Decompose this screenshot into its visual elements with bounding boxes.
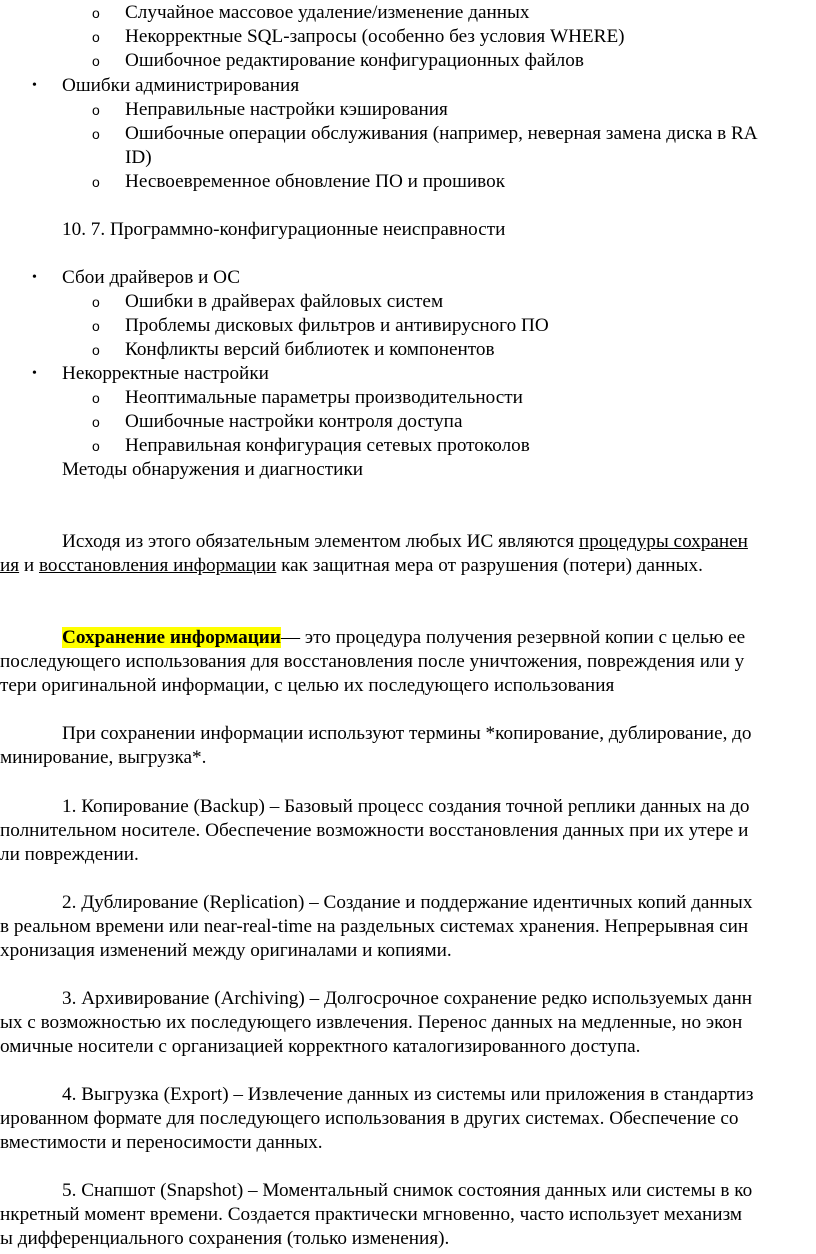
bullet-marker: • [32, 78, 37, 93]
item-5-line-1: 5. Снапшот (Snapshot) – Моментальный снимок состояния данных или системы в ко [62, 1180, 753, 1201]
highlighted-term: Сохранение информации [62, 627, 281, 648]
item-4-line-2: ированном формате для последующего использования в других системах. Обеспечение со [0, 1108, 739, 1129]
definition-line-1: Сохранение информации— это процедура получения резервной копии с целью ее [62, 627, 746, 648]
item-1-line-3: ли повреждении. [0, 844, 139, 865]
item-2-line-3: хронизация изменений между оригиналами и копиями. [0, 940, 452, 961]
sub-marker: o [92, 174, 100, 190]
list-item: Несвоевременное обновление ПО и прошивок [125, 171, 506, 192]
item-2-line-1: 2. Дублирование (Replication) – Создание и поддержание идентичных копий данных [62, 892, 753, 913]
list-item-continuation: ID) [125, 147, 152, 168]
methods-line: Методы обнаружения и диагностики [62, 459, 364, 480]
item-1-line-1: 1. Копирование (Backup) – Базовый процесс создания точной реплики данных на до [62, 796, 750, 817]
terms-line-1: При сохранении информации используют термины *копирование, дублирование, до [62, 723, 752, 744]
item-3-line-2: ых с возможностью их последующего извлечения. Перенос данных на медленные, но экон [0, 1012, 743, 1033]
section-heading: 10. 7. Программно-конфигурационные неисправности [62, 219, 506, 240]
sub-marker: o [92, 102, 100, 118]
intro-line-1: Исходя из этого обязательным элементом любых ИС являются процедуры сохранен [62, 531, 748, 552]
list-item-admin: Ошибки администрирования [62, 75, 300, 96]
sub-marker: o [92, 294, 100, 310]
bullet-marker: • [32, 270, 37, 285]
list-item: Некорректные SQL-запросы (особенно без условия WHERE) [125, 26, 625, 47]
item-1-line-2: полнительном носителе. Обеспечение возможности восстановления данных при их утере и [0, 820, 749, 841]
link-procedures[interactable]: процедуры сохранен [578, 531, 748, 552]
sub-marker: o [92, 53, 100, 69]
list-item: Ошибочные настройки контроля доступа [125, 411, 463, 432]
sub-marker: o [92, 438, 100, 454]
list-item-drivers: Сбои драйверов и ОС [62, 267, 241, 288]
list-item: Неправильные настройки кэширования [125, 99, 448, 120]
sub-marker: o [92, 5, 100, 21]
list-item: Неоптимальные параметры производительности [125, 387, 523, 408]
list-item: Случайное массовое удаление/изменение данных [125, 2, 530, 23]
item-4-line-3: вместимости и переносимости данных. [0, 1132, 323, 1153]
definition-line-2: последующего использования для восстановления после уничтожения, повреждения или у [0, 651, 745, 672]
item-5-line-2: нкретный момент времени. Создается практически мгновенно, часто использует механизм [0, 1204, 743, 1225]
sub-marker: o [92, 126, 100, 142]
item-2-line-2: в реальном времени или near-real-time на раздельных системах хранения. Непрерывная син [0, 916, 749, 937]
list-item: Ошибки в драйверах файловых систем [125, 291, 444, 312]
intro-line-2: ия и восстановления информации как защитная мера от разрушения (потери) данных. [0, 555, 703, 576]
list-item: Неправильная конфигурация сетевых протоколов [125, 435, 530, 456]
sub-marker: o [92, 390, 100, 406]
list-item: Проблемы дисковых фильтров и антивирусного ПО [125, 315, 549, 336]
sub-marker: o [92, 414, 100, 430]
item-4-line-1: 4. Выгрузка (Export) – Извлечение данных из системы или приложения в стандартиз [62, 1084, 754, 1105]
item-3-line-3: омичные носители с организацией корректного каталогизированного доступа. [0, 1036, 641, 1057]
list-item: Конфликты версий библиотек и компонентов [125, 339, 495, 360]
sub-marker: o [92, 29, 100, 45]
item-3-line-1: 3. Архивирование (Archiving) – Долгосрочное сохранение редко используемых данн [62, 988, 753, 1009]
link-procedures-continuation[interactable]: ия [0, 555, 20, 576]
list-item: Ошибочное редактирование конфигурационных файлов [125, 50, 584, 71]
bullet-marker: • [32, 366, 37, 381]
terms-line-2: минирование, выгрузка*. [0, 747, 207, 768]
list-item: Ошибочные операции обслуживания (например, неверная замена диска в RA [125, 123, 758, 144]
sub-marker: o [92, 342, 100, 358]
definition-line-3: тери оригинальной информации, с целью их последующего использования [0, 675, 615, 696]
link-recovery[interactable]: восстановления информации [38, 555, 277, 576]
item-5-line-3: ы дифференциального сохранения (только изменения). [0, 1228, 450, 1249]
list-item-settings: Некорректные настройки [62, 363, 269, 384]
sub-marker: o [92, 318, 100, 334]
